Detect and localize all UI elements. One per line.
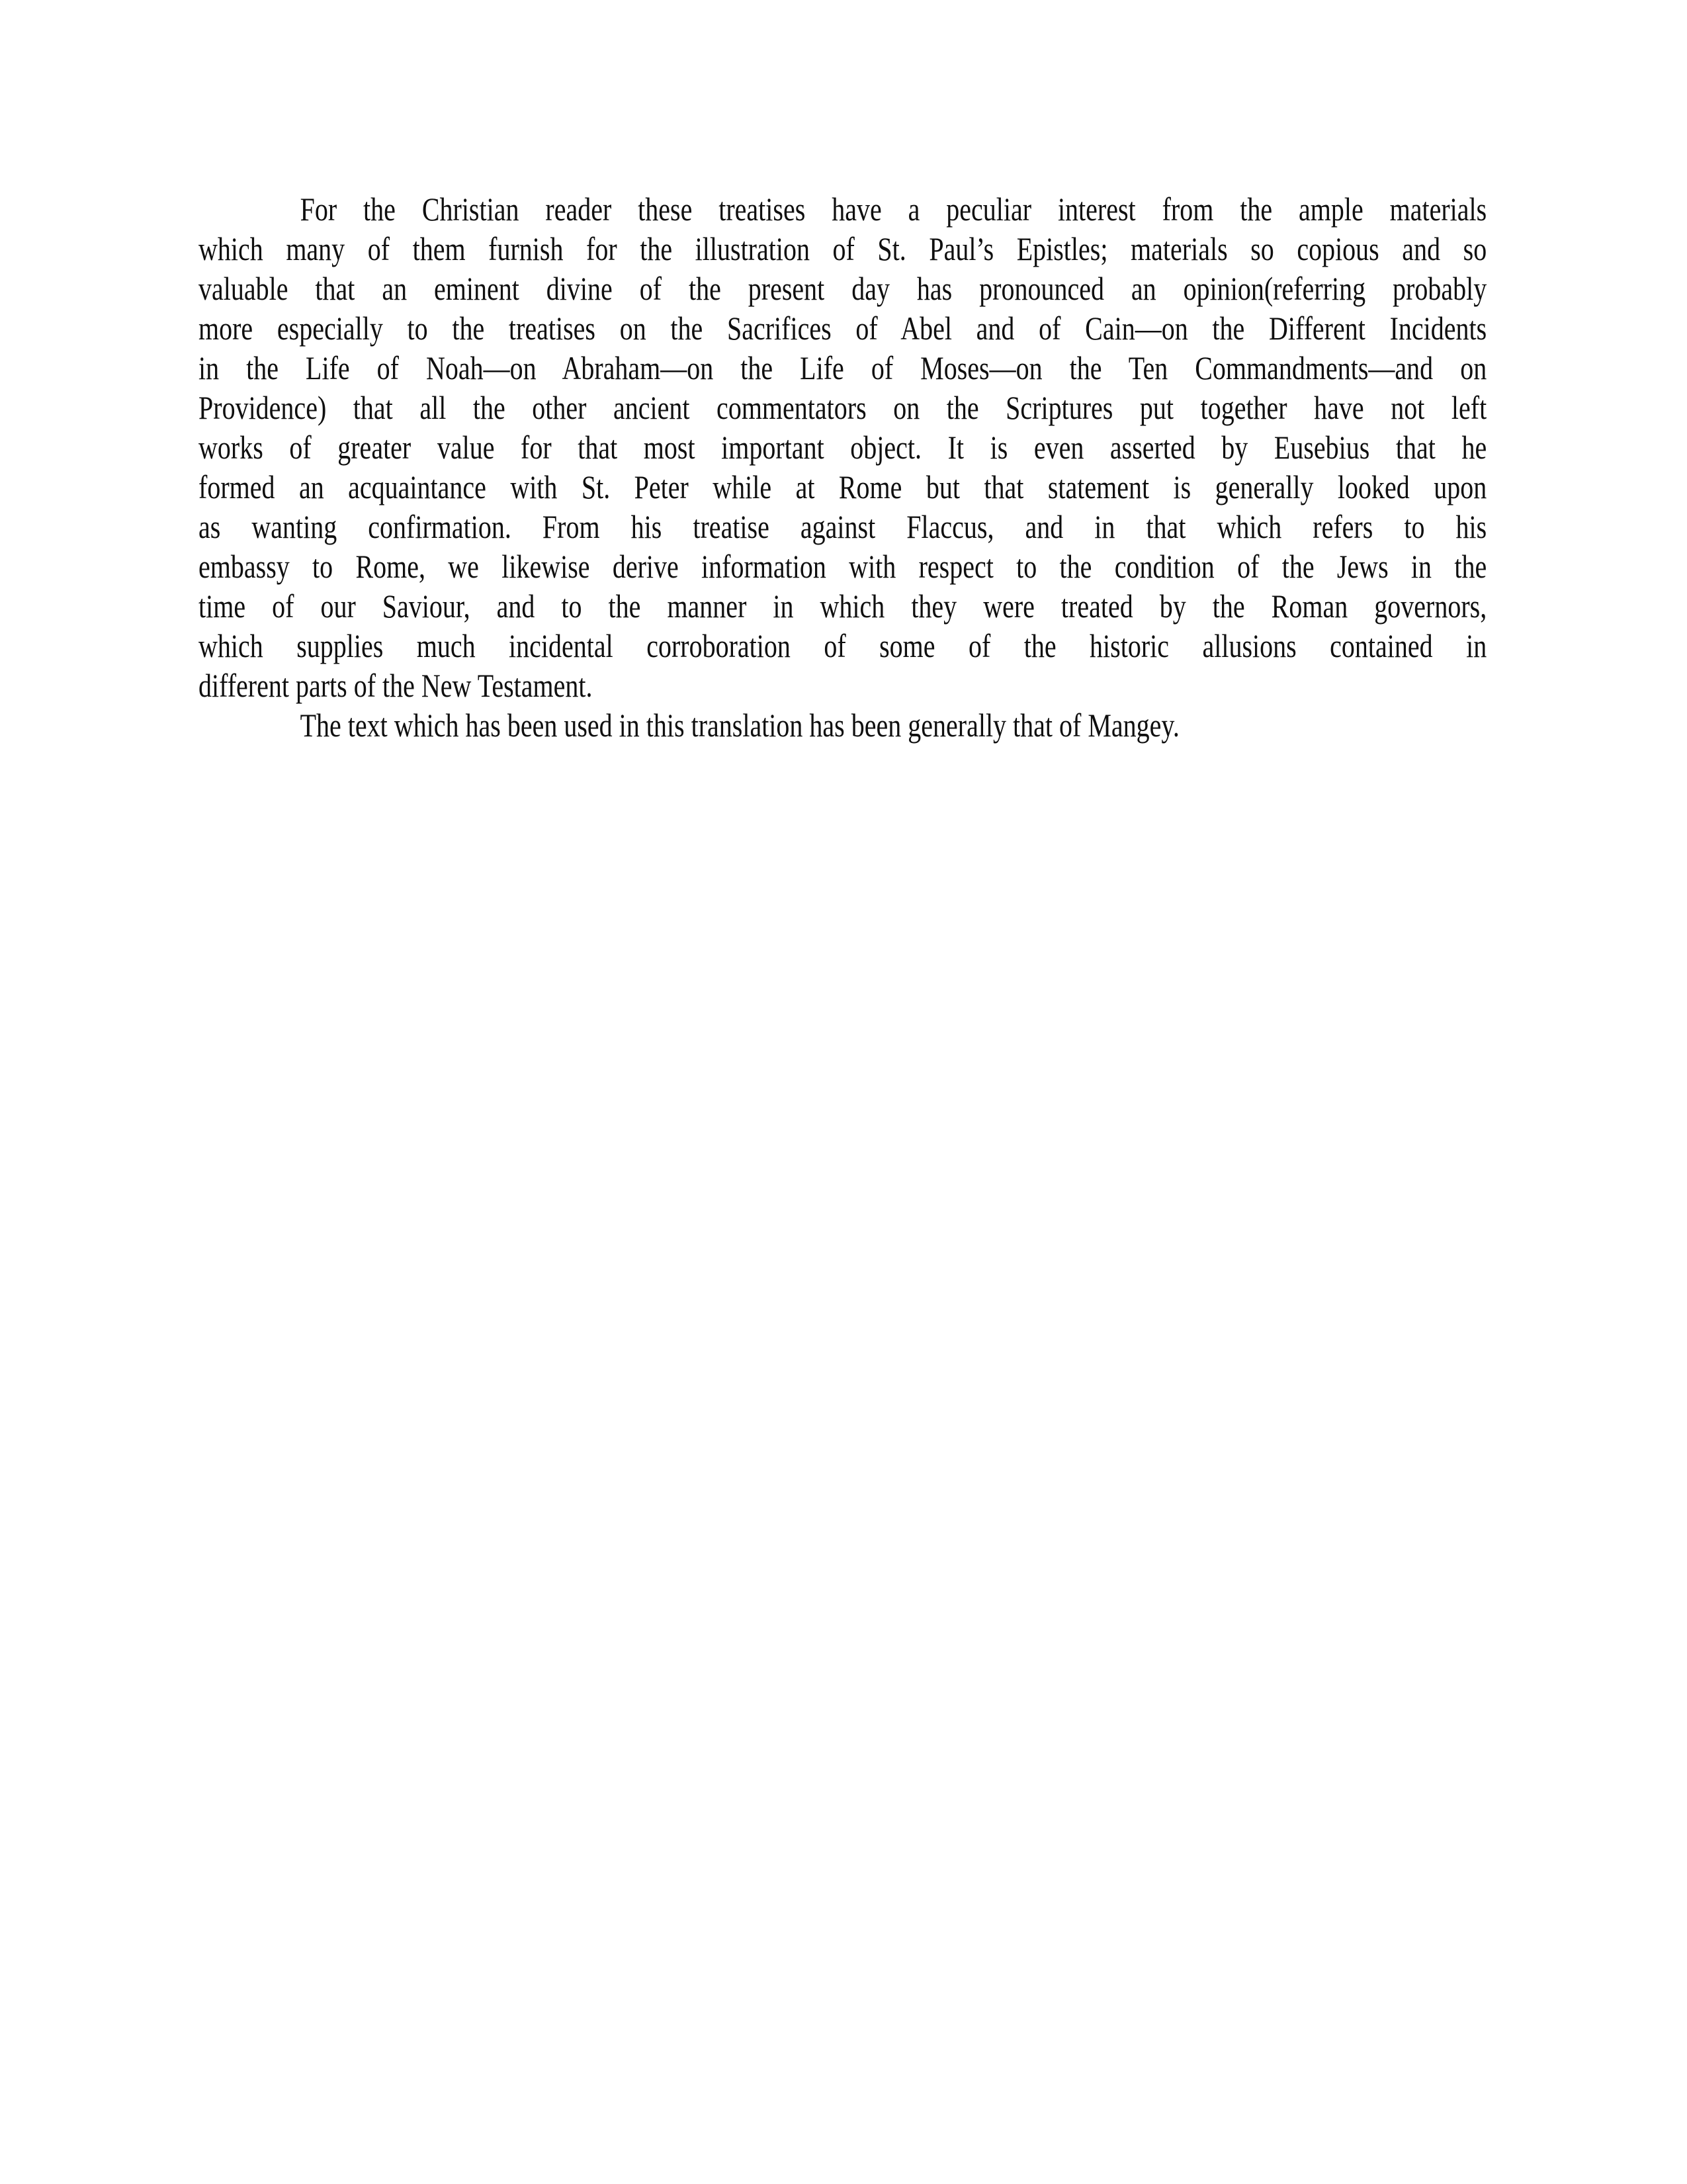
text-line: embassy to Rome, we likewise derive information with respect to the condition of the Jews in the	[198, 548, 1487, 585]
text-line: more especially to the treatises on the Sacrifices of Abel and of Cain—on the Different Incidents	[198, 310, 1487, 347]
paragraph-2	[198, 705, 1487, 745]
text-line: different parts of the New Testament.	[198, 667, 593, 704]
text-line: as wanting confirmation. From his treatise against Flaccus, and in that which refers to his	[198, 508, 1487, 545]
text-line: time of our Saviour, and to the manner in which they were treated by the Roman governors,	[198, 588, 1487, 625]
text-line: which supplies much incidental corroboration of some of the historic allusions contained in	[198, 627, 1487, 664]
paragraph-1	[198, 189, 1487, 705]
text-line: which many of them furnish for the illustration of St. Paul’s Epistles; materials so copious and so	[198, 230, 1487, 267]
text-line: The text which has been used in this translation has been generally that of Mangey.	[300, 707, 1180, 744]
text-line: For the Christian reader these treatises have a peculiar interest from the ample materials	[300, 191, 1487, 228]
text-line: formed an acquaintance with St. Peter while at Rome but that statement is generally looked upon	[198, 468, 1487, 505]
text-line: Providence) that all the other ancient commentators on the Scriptures put together have not left	[198, 389, 1487, 426]
text-line: works of greater value for that most important object. It is even asserted by Eusebius that he	[198, 429, 1487, 466]
text-line: valuable that an eminent divine of the present day has pronounced an opinion(referring probably	[198, 270, 1487, 307]
text-line: in the Life of Noah—on Abraham—on the Life of Moses—on the Ten Commandments—and on	[198, 349, 1487, 386]
text-block	[198, 189, 1487, 745]
